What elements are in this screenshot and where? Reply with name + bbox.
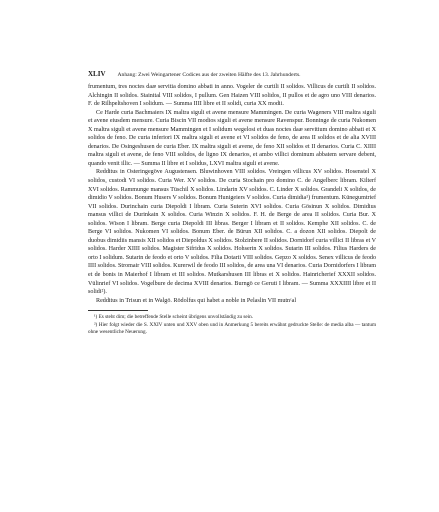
footnote-divider — [88, 310, 148, 311]
paragraph: Ce Harde curia Bachmaiers IX maltra siguli et avene mensure Mammingen. De curia Wageners VIII maltra siguli et avene eiusdem mensure. Curia Biscin VII modios siguli et avene mensure Ravenspur. Bonninge de curia Nukomen X maltra siguli et avene mensure Mammingen et I solidum wegelosi et duas noctes daᴂ servitium domino abbati et X solidos de feno. De curia inferiori IX maltra siguli et avene et VI solidos de feno, de area II solidos et de alia XVIII denarios. De Osingeshusen de curia Eber. IX maltra siguli et avene, de feno XII solidos et II denarios. Curia C. XIIII maltra siguli et avene, de feno VIII solidos, de ligno IX denarios, et ambo villici dominum abbatem servare debent, quando venit illic. — Summa II libre et I solidus, LXVI maltra siguli et avene. — [88, 109, 376, 167]
running-head-title: Anhang: Zwei Weingartener Codices aus der zweiten Hälfte des 13. Jahrhunderts. — [117, 72, 301, 78]
paragraph: frumentum, tres noctes daᴂ servitia domino abbati in anno. Vogeler de curtili II solidos. Villicus de curtili II solidos. Alchingin II solidos. Stainital VIII solidos, I pullum. Gen Haizen VIII solidos, II pullos et de agro uno VIII denarios. F. de Rilhpeltshoven I solidum. — Summa IIII libre et II solidi, curia XX modii. — [88, 84, 376, 108]
page-number: XLIV — [88, 70, 106, 78]
footnote: ¹) Es steht dim; die betreffende Stelle scheint übrigens unvollständig zu sein. — [94, 314, 254, 321]
paragraph: Redditus in Trisun et in Walgö. Rödolfus qui habet a noble in Pelaslin VII mutnᶜal — [96, 297, 297, 304]
footnote: ²) Hier folgt wieder die S. XXIV unten und XXV oben und in Anmerkung 5 bereits erwähnt gedruckte Stelle: de media alba — tantum ohne wesentliche Neuerung. — [88, 321, 376, 335]
paragraph: Redditus in Osteringegöve Augustensen. Bluwinhoven VIII solidos. Vreingen villicus XV solidos. Hosenstel X solidos, custodi VI solidos. Curia Wer. XV solidos. De curia Stochain pro domino C. de Angelberc libram. Kilterf XVI solidos. Rammunge mansus Tüschil X solidos. Lindarin XV solidos. C. Linder X solidos. Grandeli X solidos, de dimidio V solidos. Bonum Husers V solidos. Bonum Hunigeiers V solidos. Curia dimidia¹) frumentum. Künegumtrief VII solidos. Durinchain curia Diepoldi I libram. Curia Suterin XVI solidos. Curia Gösinun X solidos. Dimidius mansus villici de Durinkain X solidos. Curia Winzin X solidos. F. H. de Berge de area II solidos. Curia Bur. X solidos. Wison I libram. Berge curia Diepoldi III libras. Berger I libram et II solidos. Kemphe XII solidos. C. de Berge VI solidos. Nukomen VI solidos. Bonum Eber. de Bürun XII solidos. C. a dozon XII solidos. Diepolt de duobus dimidiis mansis XII solidos et Diepoldus X solidos. Stolzinbere II solidos. Dornidorf curia villici II libras et V solidos. Harder XIIII solidos. Magister Sifridus X solidos. Hohserin X solidos. Sutarin III solidos. Filius Harders de orto I solidum. Sutarin de feodo et orto V solidos. Filia Dotarii VIII solidos. Gepzo X solidos. Senex villicus de feodo IIII solidos. Stromair VIII solidos. Kurerwil de feodo III solidos, de area una VI denarios. Curia Dornidorfers I libram et de bonis in Maierhof I libram et III solidos. Mutkarshusen III libras et X solidos. Hainricherief XXXII solidos. Vülinrief VI solidos. Vogelbure de decima XVIII denarios. Burngö ce Geruti I libram. — Summa XXXIIII libre et II solidi²). — [88, 169, 376, 296]
footnotes — [88, 314, 376, 336]
document-page — [88, 70, 376, 336]
body-text — [88, 83, 376, 305]
running-head — [88, 70, 376, 79]
